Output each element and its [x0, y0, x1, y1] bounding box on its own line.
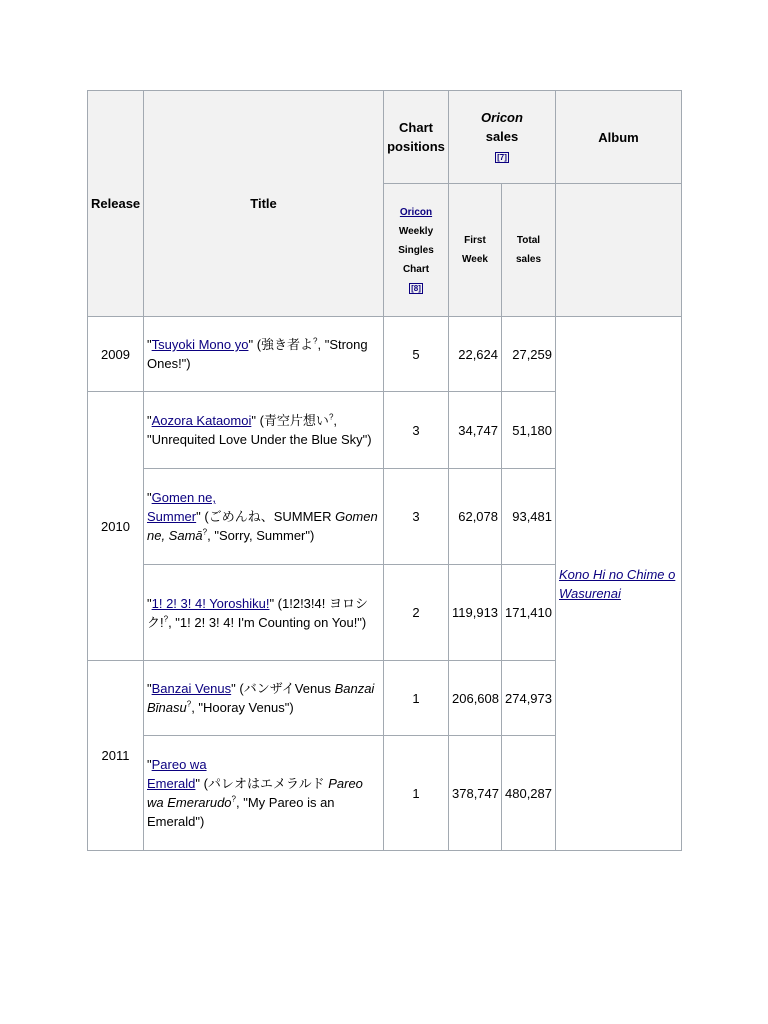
header-title: Title: [144, 91, 384, 317]
first-week-sales: 206,608: [449, 661, 502, 736]
sales-reference-link[interactable]: [7]: [497, 152, 507, 162]
header-release: Release: [88, 91, 144, 317]
title-link[interactable]: 1! 2! 3! 4! Yoroshiku!: [151, 595, 270, 611]
singles-label: Singles: [398, 244, 434, 256]
header-album: Album: [556, 91, 682, 184]
release-year: 2011: [88, 661, 144, 851]
header-sales-label: sales: [485, 128, 519, 144]
chart-position: 3: [384, 469, 449, 565]
title-cell: "Gomen ne, Summer" (ごめんね、SUMMER Gomen ne, Samā?, "Sorry, Summer"): [144, 469, 384, 565]
chart-reference-link[interactable]: [8]: [411, 283, 421, 293]
total-sales: 93,481: [502, 469, 556, 565]
album-cell: [556, 317, 682, 851]
title-cell: "Aozora Kataomoi" (青空片想い?, "Unrequited Love Under the Blue Sky"): [144, 392, 384, 469]
total-sales: 51,180: [502, 392, 556, 469]
header-oricon-label: Oricon: [481, 109, 523, 125]
title-link[interactable]: Pareo wa: [151, 757, 207, 772]
header-chart-positions: Chart positions: [384, 91, 449, 184]
title-link[interactable]: Gomen ne,: [151, 490, 216, 505]
header-first-week: First Week: [449, 184, 502, 317]
first-week-sales: 119,913: [449, 565, 502, 661]
first-week-sales: 62,078: [449, 469, 502, 565]
header-album-blank: [556, 184, 682, 317]
header-total-sales: Total sales: [502, 184, 556, 317]
chart-position: 5: [384, 317, 449, 392]
release-year: 2010: [88, 392, 144, 661]
title-cell: "Tsuyoki Mono yo" (強き者よ?, "Strong Ones!"): [144, 317, 384, 392]
chart-position: 1: [384, 736, 449, 851]
header-oricon-sales: [449, 91, 556, 184]
chart-label: Chart: [402, 263, 430, 275]
first-week-sales: 22,624: [449, 317, 502, 392]
total-sales: 274,973: [502, 661, 556, 736]
first-week-sales: 378,747: [449, 736, 502, 851]
release-year: 2009: [88, 317, 144, 392]
chart-position: 1: [384, 661, 449, 736]
total-sales: 171,410: [502, 565, 556, 661]
title-cell: "Banzai Venus" (バンザイVenus Banzai Bīnasu?, "Hooray Venus"): [144, 661, 384, 736]
discography-table: [87, 90, 682, 851]
title-link[interactable]: Summer: [147, 509, 197, 524]
weekly-label: Weekly: [398, 225, 434, 237]
total-sales: 480,287: [502, 736, 556, 851]
album-link[interactable]: Kono Hi no Chime o Wasurenai: [559, 566, 676, 601]
title-cell: "Pareo wa Emerald" (パレオはエメラルド Pareo wa Emerarudo?, "My Pareo is an Emerald"): [144, 736, 384, 851]
table-row: [88, 317, 682, 392]
title-link[interactable]: Aozora Kataomoi: [151, 413, 252, 428]
chart-position: 2: [384, 565, 449, 661]
title-cell: "1! 2! 3! 4! Yoroshiku!" (1!2!3!4! ヨロシク!?, "1! 2! 3! 4! I'm Counting on You!"): [144, 565, 384, 661]
first-week-sales: 34,747: [449, 392, 502, 469]
header-row-1: [88, 91, 682, 184]
title-link[interactable]: Emerald: [147, 776, 196, 791]
title-link[interactable]: Banzai Venus: [151, 681, 232, 696]
title-link[interactable]: Tsuyoki Mono yo: [151, 337, 249, 352]
chart-position: 3: [384, 392, 449, 469]
header-weekly-chart: [384, 184, 449, 317]
total-sales: 27,259: [502, 317, 556, 392]
oricon-link[interactable]: Oricon: [399, 206, 433, 218]
